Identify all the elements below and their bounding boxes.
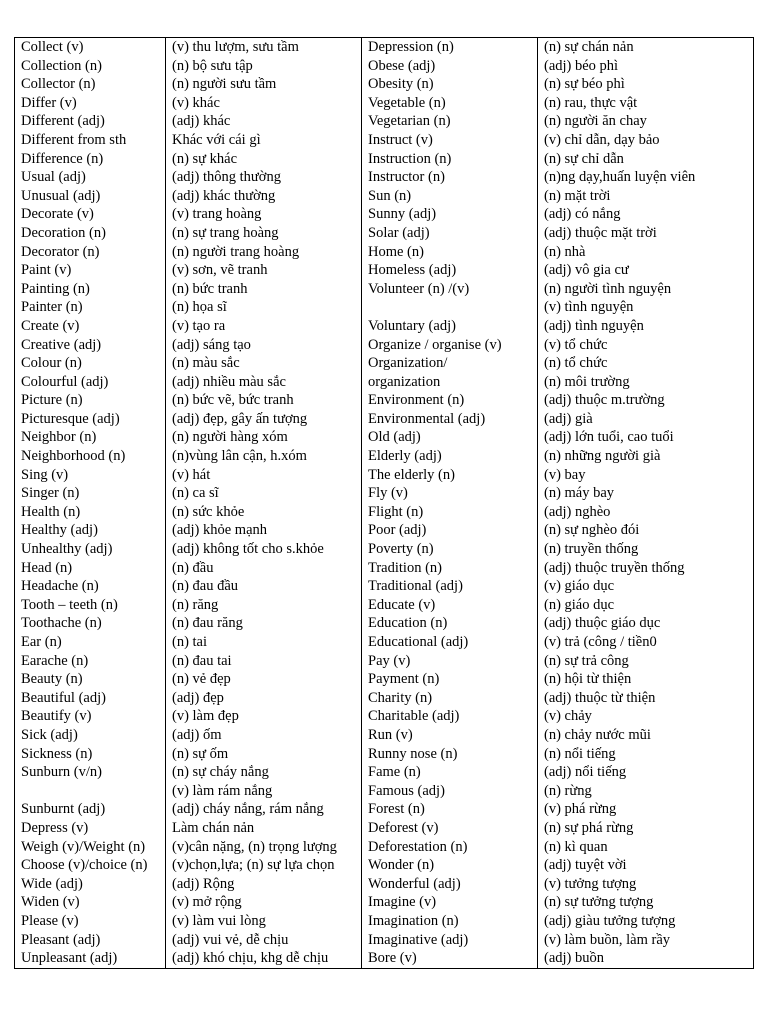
english-word-cell: Choose (v)/choice (n) (15, 856, 166, 875)
vietnamese-meaning-cell: (adj) già (538, 410, 754, 429)
vocabulary-table (14, 37, 754, 969)
vietnamese-meaning-cell: (adj) khác (166, 112, 362, 131)
english-word-cell: Depress (v) (15, 819, 166, 838)
vietnamese-meaning-cell: (adj) béo phì (538, 57, 754, 76)
vietnamese-meaning-cell: (v) làm buồn, làm rầy (538, 931, 754, 950)
vietnamese-meaning-cell: (v) tình nguyện (538, 298, 754, 317)
english-word-cell: Poverty (n) (362, 540, 538, 559)
english-word-cell: Head (n) (15, 559, 166, 578)
english-word-cell: Elderly (adj) (362, 447, 538, 466)
english-word-cell: Instruct (v) (362, 131, 538, 150)
english-word-cell: Weigh (v)/Weight (n) (15, 838, 166, 857)
english-word-cell: Fame (n) (362, 763, 538, 782)
table-row (15, 112, 754, 131)
english-word-cell: Paint (v) (15, 261, 166, 280)
vietnamese-meaning-cell: (adj) đẹp, gây ấn tượng (166, 410, 362, 429)
english-word-cell: Unusual (adj) (15, 187, 166, 206)
vietnamese-meaning-cell: (n) người hàng xóm (166, 428, 362, 447)
english-word-cell: Sunburnt (adj) (15, 800, 166, 819)
table-row (15, 670, 754, 689)
table-row (15, 912, 754, 931)
english-word-cell: Tradition (n) (362, 559, 538, 578)
vietnamese-meaning-cell: (adj) thuộc giáo dục (538, 614, 754, 633)
vietnamese-meaning-cell: (v) tưởng tượng (538, 875, 754, 894)
vietnamese-meaning-cell: (adj) sáng tạo (166, 336, 362, 355)
vietnamese-meaning-cell: (v) trang hoàng (166, 205, 362, 224)
english-word-cell: Fly (v) (362, 484, 538, 503)
english-word-cell: Sunburn (v/n) (15, 763, 166, 782)
vocabulary-table-body (15, 38, 754, 969)
english-word-cell: Famous (adj) (362, 782, 538, 801)
vietnamese-meaning-cell: (adj) cháy nắng, rám nắng (166, 800, 362, 819)
table-row (15, 187, 754, 206)
english-word-cell: Please (v) (15, 912, 166, 931)
english-word-cell: Toothache (n) (15, 614, 166, 633)
vietnamese-meaning-cell: (n) sự béo phì (538, 75, 754, 94)
english-word-cell: Environment (n) (362, 391, 538, 410)
table-row (15, 466, 754, 485)
english-word-cell: Obese (adj) (362, 57, 538, 76)
vietnamese-meaning-cell: (n) sự trả công (538, 652, 754, 671)
vietnamese-meaning-cell: (n) rau, thực vật (538, 94, 754, 113)
vietnamese-meaning-cell: (n) truyền thống (538, 540, 754, 559)
vietnamese-meaning-cell: (v) phá rừng (538, 800, 754, 819)
vietnamese-meaning-cell: (adj) thông thường (166, 168, 362, 187)
english-word-cell: Decoration (n) (15, 224, 166, 243)
vietnamese-meaning-cell: (n) đau răng (166, 614, 362, 633)
english-word-cell: Run (v) (362, 726, 538, 745)
vietnamese-meaning-cell: (adj) khỏe mạnh (166, 521, 362, 540)
english-word-cell: Decorate (v) (15, 205, 166, 224)
english-word-cell: organization (362, 373, 538, 392)
english-word-cell: Imaginative (adj) (362, 931, 538, 950)
english-word-cell: Tooth – teeth (n) (15, 596, 166, 615)
english-word-cell: Pay (v) (362, 652, 538, 671)
english-word-cell: Flight (n) (362, 503, 538, 522)
vietnamese-meaning-cell: (n) người sưu tầm (166, 75, 362, 94)
english-word-cell: Neighborhood (n) (15, 447, 166, 466)
vietnamese-meaning-cell: (v)chọn,lựa; (n) sự lựa chọn (166, 856, 362, 875)
english-word-cell: Depression (n) (362, 38, 538, 57)
english-word-cell: Wide (adj) (15, 875, 166, 894)
vietnamese-meaning-cell: (adj) vui vẻ, dễ chịu (166, 931, 362, 950)
english-word-cell: Usual (adj) (15, 168, 166, 187)
vietnamese-meaning-cell: (n) họa sĩ (166, 298, 362, 317)
english-word-cell: Sick (adj) (15, 726, 166, 745)
vietnamese-meaning-cell: (adj) giàu tưởng tượng (538, 912, 754, 931)
vietnamese-meaning-cell: (adj) đẹp (166, 689, 362, 708)
vietnamese-meaning-cell: (n) màu sắc (166, 354, 362, 373)
english-word-cell: Environmental (adj) (362, 410, 538, 429)
english-word-cell: Pleasant (adj) (15, 931, 166, 950)
table-row (15, 447, 754, 466)
vietnamese-meaning-cell: (adj) lớn tuổi, cao tuổi (538, 428, 754, 447)
table-row (15, 410, 754, 429)
table-row (15, 373, 754, 392)
table-row (15, 484, 754, 503)
english-word-cell: Sing (v) (15, 466, 166, 485)
english-word-cell: Payment (n) (362, 670, 538, 689)
vietnamese-meaning-cell: (n) người trang hoàng (166, 243, 362, 262)
vietnamese-meaning-cell: (adj) không tốt cho s.khỏe (166, 540, 362, 559)
table-row (15, 633, 754, 652)
vietnamese-meaning-cell: (n) chảy nước mũi (538, 726, 754, 745)
table-row (15, 856, 754, 875)
vietnamese-meaning-cell: (adj) tình nguyện (538, 317, 754, 336)
vietnamese-meaning-cell: (adj) thuộc mặt trời (538, 224, 754, 243)
vietnamese-meaning-cell: (n) đau tai (166, 652, 362, 671)
vietnamese-meaning-cell: (n) ca sĩ (166, 484, 362, 503)
english-word-cell: Earache (n) (15, 652, 166, 671)
table-row (15, 428, 754, 447)
vietnamese-meaning-cell: (adj) nghèo (538, 503, 754, 522)
english-word-cell: Obesity (n) (362, 75, 538, 94)
english-word-cell: Decorator (n) (15, 243, 166, 262)
vietnamese-meaning-cell: (n) sự phá rừng (538, 819, 754, 838)
table-row (15, 94, 754, 113)
vietnamese-meaning-cell: (adj) nổi tiếng (538, 763, 754, 782)
vietnamese-meaning-cell: (n) kì quan (538, 838, 754, 857)
vietnamese-meaning-cell: (n) tai (166, 633, 362, 652)
english-word-cell: Educational (adj) (362, 633, 538, 652)
vietnamese-meaning-cell: (adj) thuộc m.trường (538, 391, 754, 410)
english-word-cell: Vegetable (n) (362, 94, 538, 113)
english-word-cell: Voluntary (adj) (362, 317, 538, 336)
table-row (15, 949, 754, 968)
vietnamese-meaning-cell: (n) sự khác (166, 150, 362, 169)
vietnamese-meaning-cell: (adj) khó chịu, khg dễ chịu (166, 949, 362, 968)
vietnamese-meaning-cell: (n) môi trường (538, 373, 754, 392)
vietnamese-meaning-cell: (n) sự trang hoàng (166, 224, 362, 243)
table-row (15, 521, 754, 540)
vietnamese-meaning-cell: (n) sức khỏe (166, 503, 362, 522)
vietnamese-meaning-cell: (n) người tình nguyện (538, 280, 754, 299)
english-word-cell: Ear (n) (15, 633, 166, 652)
english-word-cell: Difference (n) (15, 150, 166, 169)
english-word-cell: Deforest (v) (362, 819, 538, 838)
table-row (15, 838, 754, 857)
english-word-cell: Beauty (n) (15, 670, 166, 689)
vietnamese-meaning-cell: (v) làm rám nắng (166, 782, 362, 801)
vietnamese-meaning-cell: (v) tạo ra (166, 317, 362, 336)
vietnamese-meaning-cell: (adj) buồn (538, 949, 754, 968)
vietnamese-meaning-cell: (n) sự ốm (166, 745, 362, 764)
table-row (15, 707, 754, 726)
vietnamese-meaning-cell: (v) làm đẹp (166, 707, 362, 726)
table-row (15, 540, 754, 559)
english-word-cell: Beautify (v) (15, 707, 166, 726)
vietnamese-meaning-cell: (adj) khác thường (166, 187, 362, 206)
vietnamese-meaning-cell: (n) sự chán nản (538, 38, 754, 57)
english-word-cell: Forest (n) (362, 800, 538, 819)
vietnamese-meaning-cell: (n) mặt trời (538, 187, 754, 206)
vietnamese-meaning-cell: (v) mở rộng (166, 893, 362, 912)
vietnamese-meaning-cell: (n) bức tranh (166, 280, 362, 299)
table-row (15, 75, 754, 94)
vietnamese-meaning-cell: (v) chảy (538, 707, 754, 726)
english-word-cell: Educate (v) (362, 596, 538, 615)
english-word-cell: Volunteer (n) /(v) (362, 280, 538, 299)
english-word-cell: Home (n) (362, 243, 538, 262)
vietnamese-meaning-cell: (v) làm vui lòng (166, 912, 362, 931)
english-word-cell: Creative (adj) (15, 336, 166, 355)
table-row (15, 819, 754, 838)
english-word-cell: Picturesque (adj) (15, 410, 166, 429)
english-word-cell: Imagine (v) (362, 893, 538, 912)
vietnamese-meaning-cell: (n) người ăn chay (538, 112, 754, 131)
english-word-cell: Sunny (adj) (362, 205, 538, 224)
table-row (15, 763, 754, 782)
vietnamese-meaning-cell: (v) tổ chức (538, 336, 754, 355)
english-word-cell: Old (adj) (362, 428, 538, 447)
vietnamese-meaning-cell: (adj) nhiều màu sắc (166, 373, 362, 392)
english-word-cell: Sickness (n) (15, 745, 166, 764)
vietnamese-meaning-cell: (n) tổ chức (538, 354, 754, 373)
table-row (15, 336, 754, 355)
english-word-cell: Healthy (adj) (15, 521, 166, 540)
table-row (15, 150, 754, 169)
vietnamese-meaning-cell: (v) thu lượm, sưu tầm (166, 38, 362, 57)
english-word-cell (362, 298, 538, 317)
table-row (15, 652, 754, 671)
table-row (15, 931, 754, 950)
english-word-cell: Unhealthy (adj) (15, 540, 166, 559)
vietnamese-meaning-cell: (n) nhà (538, 243, 754, 262)
vietnamese-meaning-cell: (v) hát (166, 466, 362, 485)
vietnamese-meaning-cell: (n) bộ sưu tập (166, 57, 362, 76)
table-row (15, 559, 754, 578)
english-word-cell: Picture (n) (15, 391, 166, 410)
english-word-cell: Bore (v) (362, 949, 538, 968)
table-row (15, 596, 754, 615)
english-word-cell: Solar (adj) (362, 224, 538, 243)
vietnamese-meaning-cell: (adj) ốm (166, 726, 362, 745)
english-word-cell: Unpleasant (adj) (15, 949, 166, 968)
vietnamese-meaning-cell: (n) sự chỉ dẫn (538, 150, 754, 169)
english-word-cell: Imagination (n) (362, 912, 538, 931)
table-row (15, 503, 754, 522)
english-word-cell: Widen (v) (15, 893, 166, 912)
vietnamese-meaning-cell: (n) sự nghèo đói (538, 521, 754, 540)
table-row (15, 689, 754, 708)
english-word-cell: Different from sth (15, 131, 166, 150)
english-word-cell: Beautiful (adj) (15, 689, 166, 708)
vietnamese-meaning-cell: (adj) có nắng (538, 205, 754, 224)
vietnamese-meaning-cell: (adj) Rộng (166, 875, 362, 894)
english-word-cell: Health (n) (15, 503, 166, 522)
vietnamese-meaning-cell: (n) đầu (166, 559, 362, 578)
vietnamese-meaning-cell: Khác với cái gì (166, 131, 362, 150)
english-word-cell: Traditional (adj) (362, 577, 538, 596)
english-word-cell: Create (v) (15, 317, 166, 336)
table-row (15, 391, 754, 410)
vietnamese-meaning-cell: (adj) vô gia cư (538, 261, 754, 280)
table-row (15, 280, 754, 299)
vietnamese-meaning-cell: (n) nổi tiếng (538, 745, 754, 764)
vietnamese-meaning-cell: (n) rừng (538, 782, 754, 801)
english-word-cell: Colour (n) (15, 354, 166, 373)
english-word-cell: Neighbor (n) (15, 428, 166, 447)
vietnamese-meaning-cell: (v)cân nặng, (n) trọng lượng (166, 838, 362, 857)
english-word-cell: Collection (n) (15, 57, 166, 76)
table-row (15, 577, 754, 596)
table-row (15, 261, 754, 280)
table-row (15, 205, 754, 224)
english-word-cell: The elderly (n) (362, 466, 538, 485)
vietnamese-meaning-cell: (n) sự tưởng tượng (538, 893, 754, 912)
table-row (15, 800, 754, 819)
table-row (15, 243, 754, 262)
english-word-cell: Deforestation (n) (362, 838, 538, 857)
vietnamese-meaning-cell: (v) giáo dục (538, 577, 754, 596)
vietnamese-meaning-cell: (n) bức vẽ, bức tranh (166, 391, 362, 410)
vietnamese-meaning-cell: (adj) thuộc truyền thống (538, 559, 754, 578)
vietnamese-meaning-cell: (v) trả (công / tiền0 (538, 633, 754, 652)
english-word-cell: Colourful (adj) (15, 373, 166, 392)
english-word-cell: Wonder (n) (362, 856, 538, 875)
vietnamese-meaning-cell: (n)vùng lân cận, h.xóm (166, 447, 362, 466)
english-word-cell: Education (n) (362, 614, 538, 633)
english-word-cell: Collector (n) (15, 75, 166, 94)
vietnamese-meaning-cell: (adj) thuộc từ thiện (538, 689, 754, 708)
english-word-cell: Collect (v) (15, 38, 166, 57)
english-word-cell: Organization/ (362, 354, 538, 373)
english-word-cell: Sun (n) (362, 187, 538, 206)
english-word-cell: Poor (adj) (362, 521, 538, 540)
vietnamese-meaning-cell: (n) vẻ đẹp (166, 670, 362, 689)
table-row (15, 782, 754, 801)
vietnamese-meaning-cell: (v) sơn, vẽ tranh (166, 261, 362, 280)
english-word-cell (15, 782, 166, 801)
english-word-cell: Painter (n) (15, 298, 166, 317)
table-row (15, 168, 754, 187)
table-row (15, 57, 754, 76)
english-word-cell: Vegetarian (n) (362, 112, 538, 131)
vietnamese-meaning-cell: (n) máy bay (538, 484, 754, 503)
english-word-cell: Instruction (n) (362, 150, 538, 169)
vietnamese-meaning-cell: (v) khác (166, 94, 362, 113)
table-row (15, 726, 754, 745)
english-word-cell: Different (adj) (15, 112, 166, 131)
vietnamese-meaning-cell: Làm chán nản (166, 819, 362, 838)
vietnamese-meaning-cell: (n) những người già (538, 447, 754, 466)
table-row (15, 614, 754, 633)
english-word-cell: Headache (n) (15, 577, 166, 596)
vietnamese-meaning-cell: (n) hội từ thiện (538, 670, 754, 689)
table-row (15, 38, 754, 57)
table-row (15, 224, 754, 243)
english-word-cell: Differ (v) (15, 94, 166, 113)
english-word-cell: Charitable (adj) (362, 707, 538, 726)
english-word-cell: Instructor (n) (362, 168, 538, 187)
table-row (15, 298, 754, 317)
vietnamese-meaning-cell: (v) chỉ dẫn, dạy bảo (538, 131, 754, 150)
table-row (15, 317, 754, 336)
vietnamese-meaning-cell: (n) sự cháy nắng (166, 763, 362, 782)
table-row (15, 354, 754, 373)
table-row (15, 131, 754, 150)
vietnamese-meaning-cell: (n)ng dạy,huấn luyện viên (538, 168, 754, 187)
vietnamese-meaning-cell: (adj) tuyệt vời (538, 856, 754, 875)
english-word-cell: Charity (n) (362, 689, 538, 708)
english-word-cell: Singer (n) (15, 484, 166, 503)
english-word-cell: Wonderful (adj) (362, 875, 538, 894)
vietnamese-meaning-cell: (n) giáo dục (538, 596, 754, 615)
table-row (15, 875, 754, 894)
vietnamese-meaning-cell: (n) răng (166, 596, 362, 615)
english-word-cell: Organize / organise (v) (362, 336, 538, 355)
vietnamese-meaning-cell: (n) đau đầu (166, 577, 362, 596)
vietnamese-meaning-cell: (v) bay (538, 466, 754, 485)
english-word-cell: Painting (n) (15, 280, 166, 299)
english-word-cell: Homeless (adj) (362, 261, 538, 280)
table-row (15, 893, 754, 912)
table-row (15, 745, 754, 764)
english-word-cell: Runny nose (n) (362, 745, 538, 764)
